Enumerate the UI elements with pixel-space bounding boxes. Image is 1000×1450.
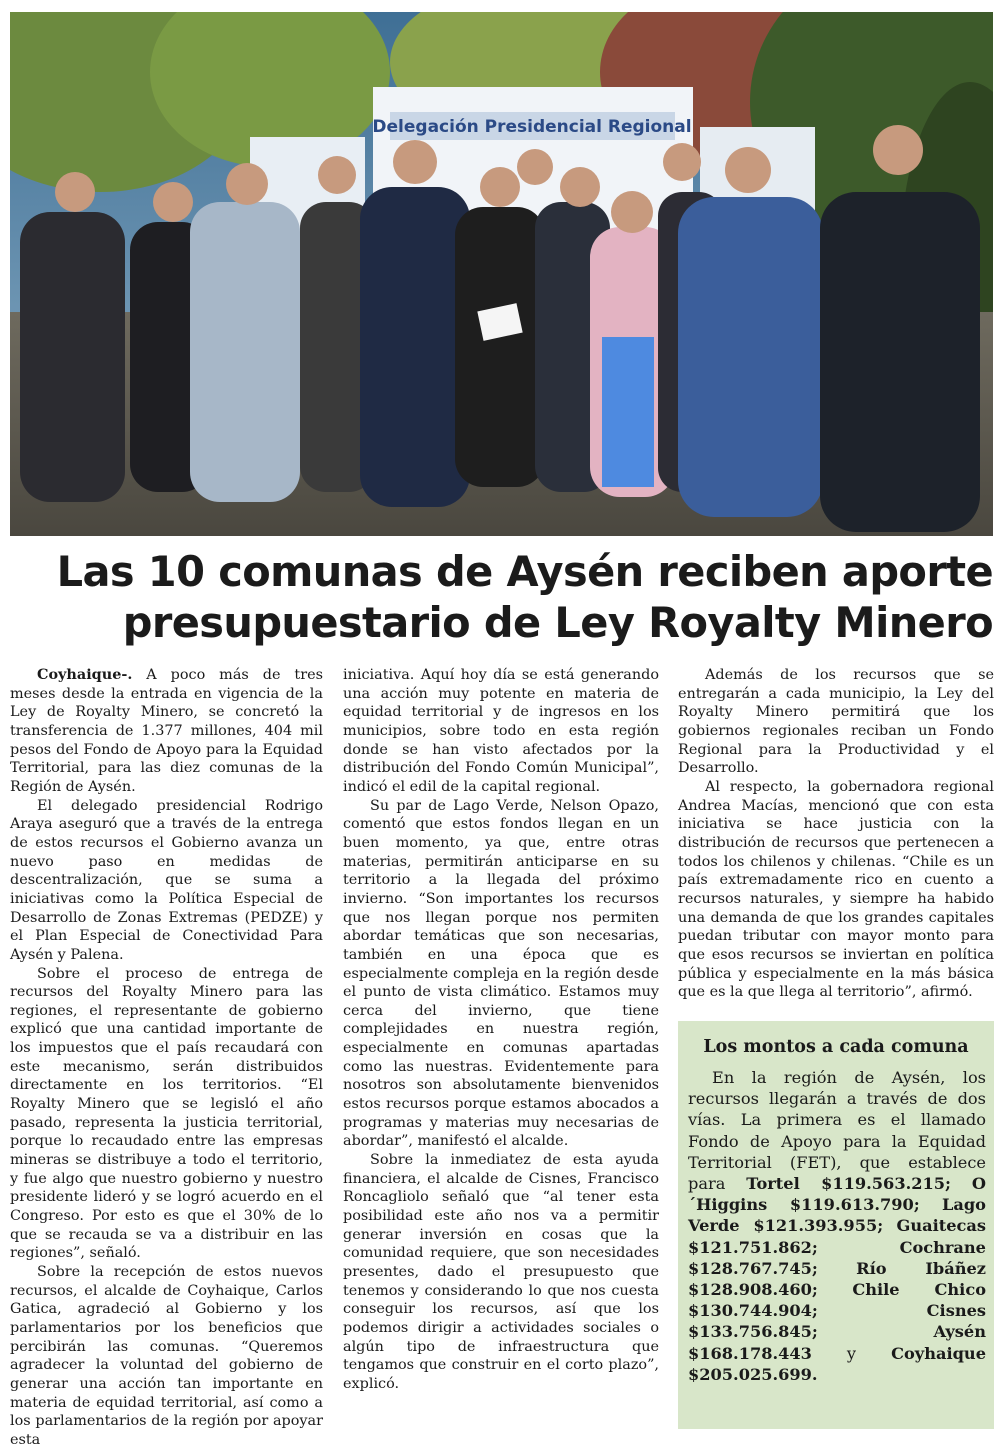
comuna-amount: Lago Verde $121.393.955; <box>688 1195 986 1236</box>
paragraph: iniciativa. Aquí hoy día se está generando una acción muy potente en materia de equidad territorial y de ingresos en los municipios, sobre todo en esta región donde se han visto afectados por la distribución del Fondo Común Municipal”, indicó el edil de la capital regional. <box>343 667 659 795</box>
paragraph: Además de los recursos que se entregarán a cada municipio, la Ley del Royalty Minero permitirá que los gobiernos regionales reciban un Fondo Regional para la Productividad y el Desarrollo. <box>678 667 994 777</box>
paragraph <box>10 666 323 797</box>
amount-separator <box>818 1259 856 1278</box>
comuna-amount: Cisnes $133.756.845; <box>688 1301 986 1342</box>
comuna-amount: Aysén $168.178.443 <box>688 1322 986 1363</box>
amount-separator <box>818 1322 934 1341</box>
backdrop-text: Delegación Presidencial Regional <box>372 117 692 137</box>
comuna-amount: Cochrane $128.767.745; <box>688 1237 986 1278</box>
amount-separator <box>818 1280 852 1299</box>
dateline: Coyhaique-. <box>37 666 133 683</box>
article-column-1 <box>10 666 323 1450</box>
sidebar-box <box>678 1021 994 1429</box>
amount-separator <box>920 1195 942 1214</box>
headline <box>0 546 993 648</box>
comuna-amount: O´Higgins $119.613.790; <box>688 1174 986 1215</box>
comuna-amount: Guaitecas $121.751.862; <box>688 1216 986 1257</box>
amount-separator: y <box>811 1343 892 1363</box>
paragraph: Su par de Lago Verde, Nelson Opazo, comentó que estos fondos llegan en un buen momento, ya que, entre otras materias, permitirán anticiparse en su territorio a la llegada del próximo invierno. “Son importantes los recursos que nos llegan porque nos permiten abordar temáticas que son necesarias, también en una época que es especialmente compleja en la región desde el punto de vista climático. Estamos muy cerca del invierno, que tiene complejidades en nuestra región, especialmente en comunas apartadas como las nuestras. Evidentemente para nosotros son absolutamente bienvenidos estos recursos porque estamos abocados a programas y materias muy necesarias de abordar”, manifestó el alcalde. <box>343 797 659 1150</box>
headline-line-2: presupuestario de Ley Royalty Minero <box>122 598 993 647</box>
sidebar-text <box>688 1067 986 1385</box>
headline-line-1: Las 10 comunas de Aysén reciben aporte <box>56 547 993 596</box>
paragraph-text: A poco más de tres meses desde la entrada en vigencia de la Ley de Royalty Minero, se concretó la transferencia de 1.377 millones, 404 mil pesos del Fondo de Apoyo para la Equidad Territorial, para las diez comunas de la Región de Aysén. <box>10 667 323 795</box>
news-photo <box>10 12 993 536</box>
comuna-amount: Tortel $119.563.215; <box>746 1174 951 1194</box>
sidebar-intro: En la región de Aysén, los recursos llegarán a través de dos vías. La primera es el llamado Fondo de Apoyo para la Equidad Territorial (FET), que establece para <box>688 1068 986 1194</box>
paragraph: Sobre el proceso de entrega de recursos del Royalty Minero para las regiones, el representante de gobierno explicó que una cantidad importante de los impuestos que el país recaudará con este mecanismo, serán distribuidos directamente en los territorios. “El Royalty Minero que se legisló el año pasado, representa la justicia territorial, porque lo recaudado entre las empresas mineras se distribuye a todo el territorio, y fue algo que nuestro gobierno y nuestro presidente lideró y se logró acuerdo en el Congreso. Por esto es que el 30% de lo que se recauda se va a distribuir en las regiones”, señaló. <box>10 965 323 1262</box>
amount-separator <box>818 1301 927 1320</box>
comuna-amount: Coyhaique $205.025.699. <box>688 1343 986 1384</box>
sidebar-title: Los montos a cada comuna <box>703 1037 969 1057</box>
amount-separator <box>951 1174 972 1193</box>
paragraph: El delegado presidencial Rodrigo Araya aseguró que a través de la entrega de estos recursos el Gobierno avanza un nuevo paso en medidas de descentralización, que se suma a iniciativas como la Política Especial de Desarrollo de Zonas Extremas (PEDZE) y el Plan Especial de Conectividad Para Aysén y Palena. <box>10 797 323 963</box>
amount-separator <box>883 1216 896 1235</box>
paragraph: Sobre la recepción de estos nuevos recursos, el alcalde de Coyhaique, Carlos Gatica, agradeció al Gobierno y los parlamentarios por los beneficios que percibirán las comunas. “Queremos agradecer la voluntad del gobierno de generar una acción tan importante en materia de equidad territorial, así como a los parlamentarios de la región por apoyar esta <box>10 1264 323 1448</box>
paragraph: Sobre la inmediatez de esta ayuda financiera, el alcalde de Cisnes, Francisco Roncagliolo señaló que “al tener esta posibilidad este año nos va a permitir generar inversión en cosas que la comunidad requiere, que son necesidades presentes, dado el presupuesto que tenemos y considerando lo que nos cuesta conseguir los recursos, así que los podemos dirigir a actividades sociales o algún tipo de infraestructura que tengamos que construir en el corto plazo”, explicó. <box>343 1152 659 1392</box>
article-column-3 <box>678 666 994 1002</box>
group-photo-illustration <box>10 12 993 536</box>
paragraph: Al respecto, la gobernadora regional Andrea Macías, mencionó que con esta iniciativa se hace justicia con la distribución de recursos que pertenecen a todos los chilenos y chilenas. “Chile es un país extremadamente rico en cuento a recursos naturales, y siempre ha habido una demanda de que los grandes capitales puedan tributar con mayor monto para que esos recursos se inviertan en política pública y especialmente en la más básica que es la que llega al territorio”, afirmó. <box>678 778 994 1001</box>
article-column-2 <box>343 666 659 1394</box>
comuna-amount: Chile Chico $130.744.904; <box>688 1280 986 1321</box>
amount-separator <box>818 1238 900 1257</box>
comuna-amount: Río Ibáñez $128.908.460; <box>688 1258 986 1300</box>
amounts-list <box>688 1174 986 1384</box>
